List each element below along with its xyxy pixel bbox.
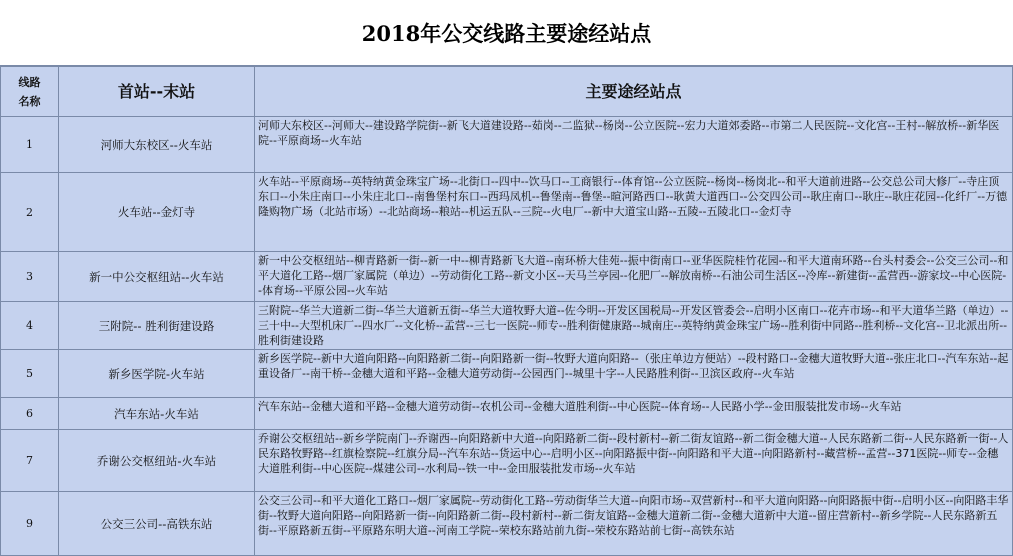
route-number: 9 — [1, 492, 59, 556]
route-stops: 乔谢公交枢纽站--新乡学院南门--乔谢西--向阳路新中大道--向阳路新二街--段村新村--新二街友谊路--新二街金穗大道--人民东路新二街--人民东路新一街--人民东路牧野路--红旗检察院--红旗分局--汽车东站--货运中心--启明小区--向阳路振中街--向阳路和平大道--向阳路新村--藏营桥--孟营--371医院--师专--金穗大道胜利街--中心医院--煤建公司--水利局--铁一中--金田服装批发市场--火车站 — [255, 430, 1013, 492]
table-row — [1, 492, 1013, 556]
route-endpoints: 公交三公司--高铁东站 — [59, 492, 255, 556]
table-row — [1, 430, 1013, 492]
route-endpoints: 河师大东校区--火车站 — [59, 117, 255, 173]
table-row — [1, 117, 1013, 173]
route-stops: 火车站--平原商场--英特纳黄金珠宝广场--北街口--四中--饮马口--工商银行--体育馆--公立医院--杨岗--杨岗北--和平大道前进路--公交总公司大修厂--寺庄顶东口--小朱庄南口--小朱庄北口--南鲁堡村东口--西玛凤机--鲁堡南--鲁堡--暄河路西口--耿黄大道西口--公交四公司--耿庄南口--耿庄--耿庄花园--化纤厂--万德隆购物广场（北站市场）--北站商场--粮站--机运五队--三院--火电厂--新中大道宝山路--五陵--五陵北口--金灯寺 — [255, 173, 1013, 252]
route-number: 4 — [1, 302, 59, 350]
table-row — [1, 302, 1013, 350]
route-number: 6 — [1, 398, 59, 430]
route-number: 3 — [1, 252, 59, 302]
route-number: 2 — [1, 173, 59, 252]
table-row — [1, 252, 1013, 302]
route-stops: 三附院--华兰大道新二街--华兰大道新五街--华兰大道牧野大道--佐今明--开发区国税局--开发区管委会--启明小区南口--花卉市场--和平大道华兰路（单边）--三十中--大型机床厂--四水厂--文化桥--孟营--三七一医院--师专--胜利街健康路--城南庄--英特纳黄金珠宝广场--胜利街中同路--胜利桥--文化宫--卫北派出所--胜利街建设路 — [255, 302, 1013, 350]
route-endpoints: 三附院-- 胜利街建设路 — [59, 302, 255, 350]
table-row — [1, 173, 1013, 252]
table-row — [1, 398, 1013, 430]
route-stops: 新乡医学院--新中大道向阳路--向阳路新二街--向阳路新一街--牧野大道向阳路--（张庄单边方便站）--段村路口--金穗大道牧野大道--张庄北口--汽车东站--起重设备厂--南干桥--金穗大道和平路--金穗大道劳动街--公园西门--城里十字--人民路胜利街--卫滨区政府--火车站 — [255, 350, 1013, 398]
bus-route-table — [0, 66, 1013, 556]
route-number: 1 — [1, 117, 59, 173]
route-number: 7 — [1, 430, 59, 492]
route-endpoints: 火车站--金灯寺 — [59, 173, 255, 252]
route-endpoints: 新乡医学院-火车站 — [59, 350, 255, 398]
header-endpoints: 首站--末站 — [59, 67, 255, 117]
route-stops: 河师大东校区--河师大--建设路学院街--新飞大道建设路--茹岗--二监狱--杨岗--公立医院--宏力大道郊委路--市第二人民医院--文化宫--王村--解放桥--新华医院--平原商场--火车站 — [255, 117, 1013, 173]
route-stops: 公交三公司--和平大道化工路口--烟厂家属院--劳动街化工路--劳动街华兰大道--向阳市场--双营新村--和平大道向阳路--向阳路振中街--启明小区--向阳路丰华街--牧野大道向阳路--向阳路新一街--向阳路新二街--段村新村--新二街友谊路--金穗大道新二街--金穗大道新中大道--留庄营新村--新乡学院--人民东路新五街--平原路新五街--平原路东明大道--河南工学院--荣校东路站前九街--荣校东路站前七街--高铁东站 — [255, 492, 1013, 556]
route-endpoints: 乔谢公交枢纽站-火车站 — [59, 430, 255, 492]
table-row — [1, 350, 1013, 398]
route-endpoints: 新一中公交枢纽站--火车站 — [59, 252, 255, 302]
header-stops: 主要途经站点 — [255, 67, 1013, 117]
header-route-name: 线路 名称 — [1, 67, 59, 117]
route-number: 5 — [1, 350, 59, 398]
table-header-row — [1, 67, 1013, 117]
route-stops: 新一中公交枢纽站--柳青路新一街--新一中--柳青路新飞大道--南环桥大佳苑--振中街南口--亚华医院桂竹花园--和平大道南环路--台头村委会--公交三公司--和平大道化工路--烟厂家属院（单边）--劳动街化工路--新文小区--天马兰亭园--化肥厂--解放南桥--石油公司生活区--冷库--新建街--孟营西--游家坟--中心医院--体育场--平原公园--火车站 — [255, 252, 1013, 302]
page-title: 2018年公交线路主要途经站点 — [0, 0, 1013, 66]
route-stops: 汽车东站--金穗大道和平路--金穗大道劳动街--农机公司--金穗大道胜利街--中心医院--体育场--人民路小学--金田服装批发市场--火车站 — [255, 398, 1013, 430]
route-endpoints: 汽车东站-火车站 — [59, 398, 255, 430]
